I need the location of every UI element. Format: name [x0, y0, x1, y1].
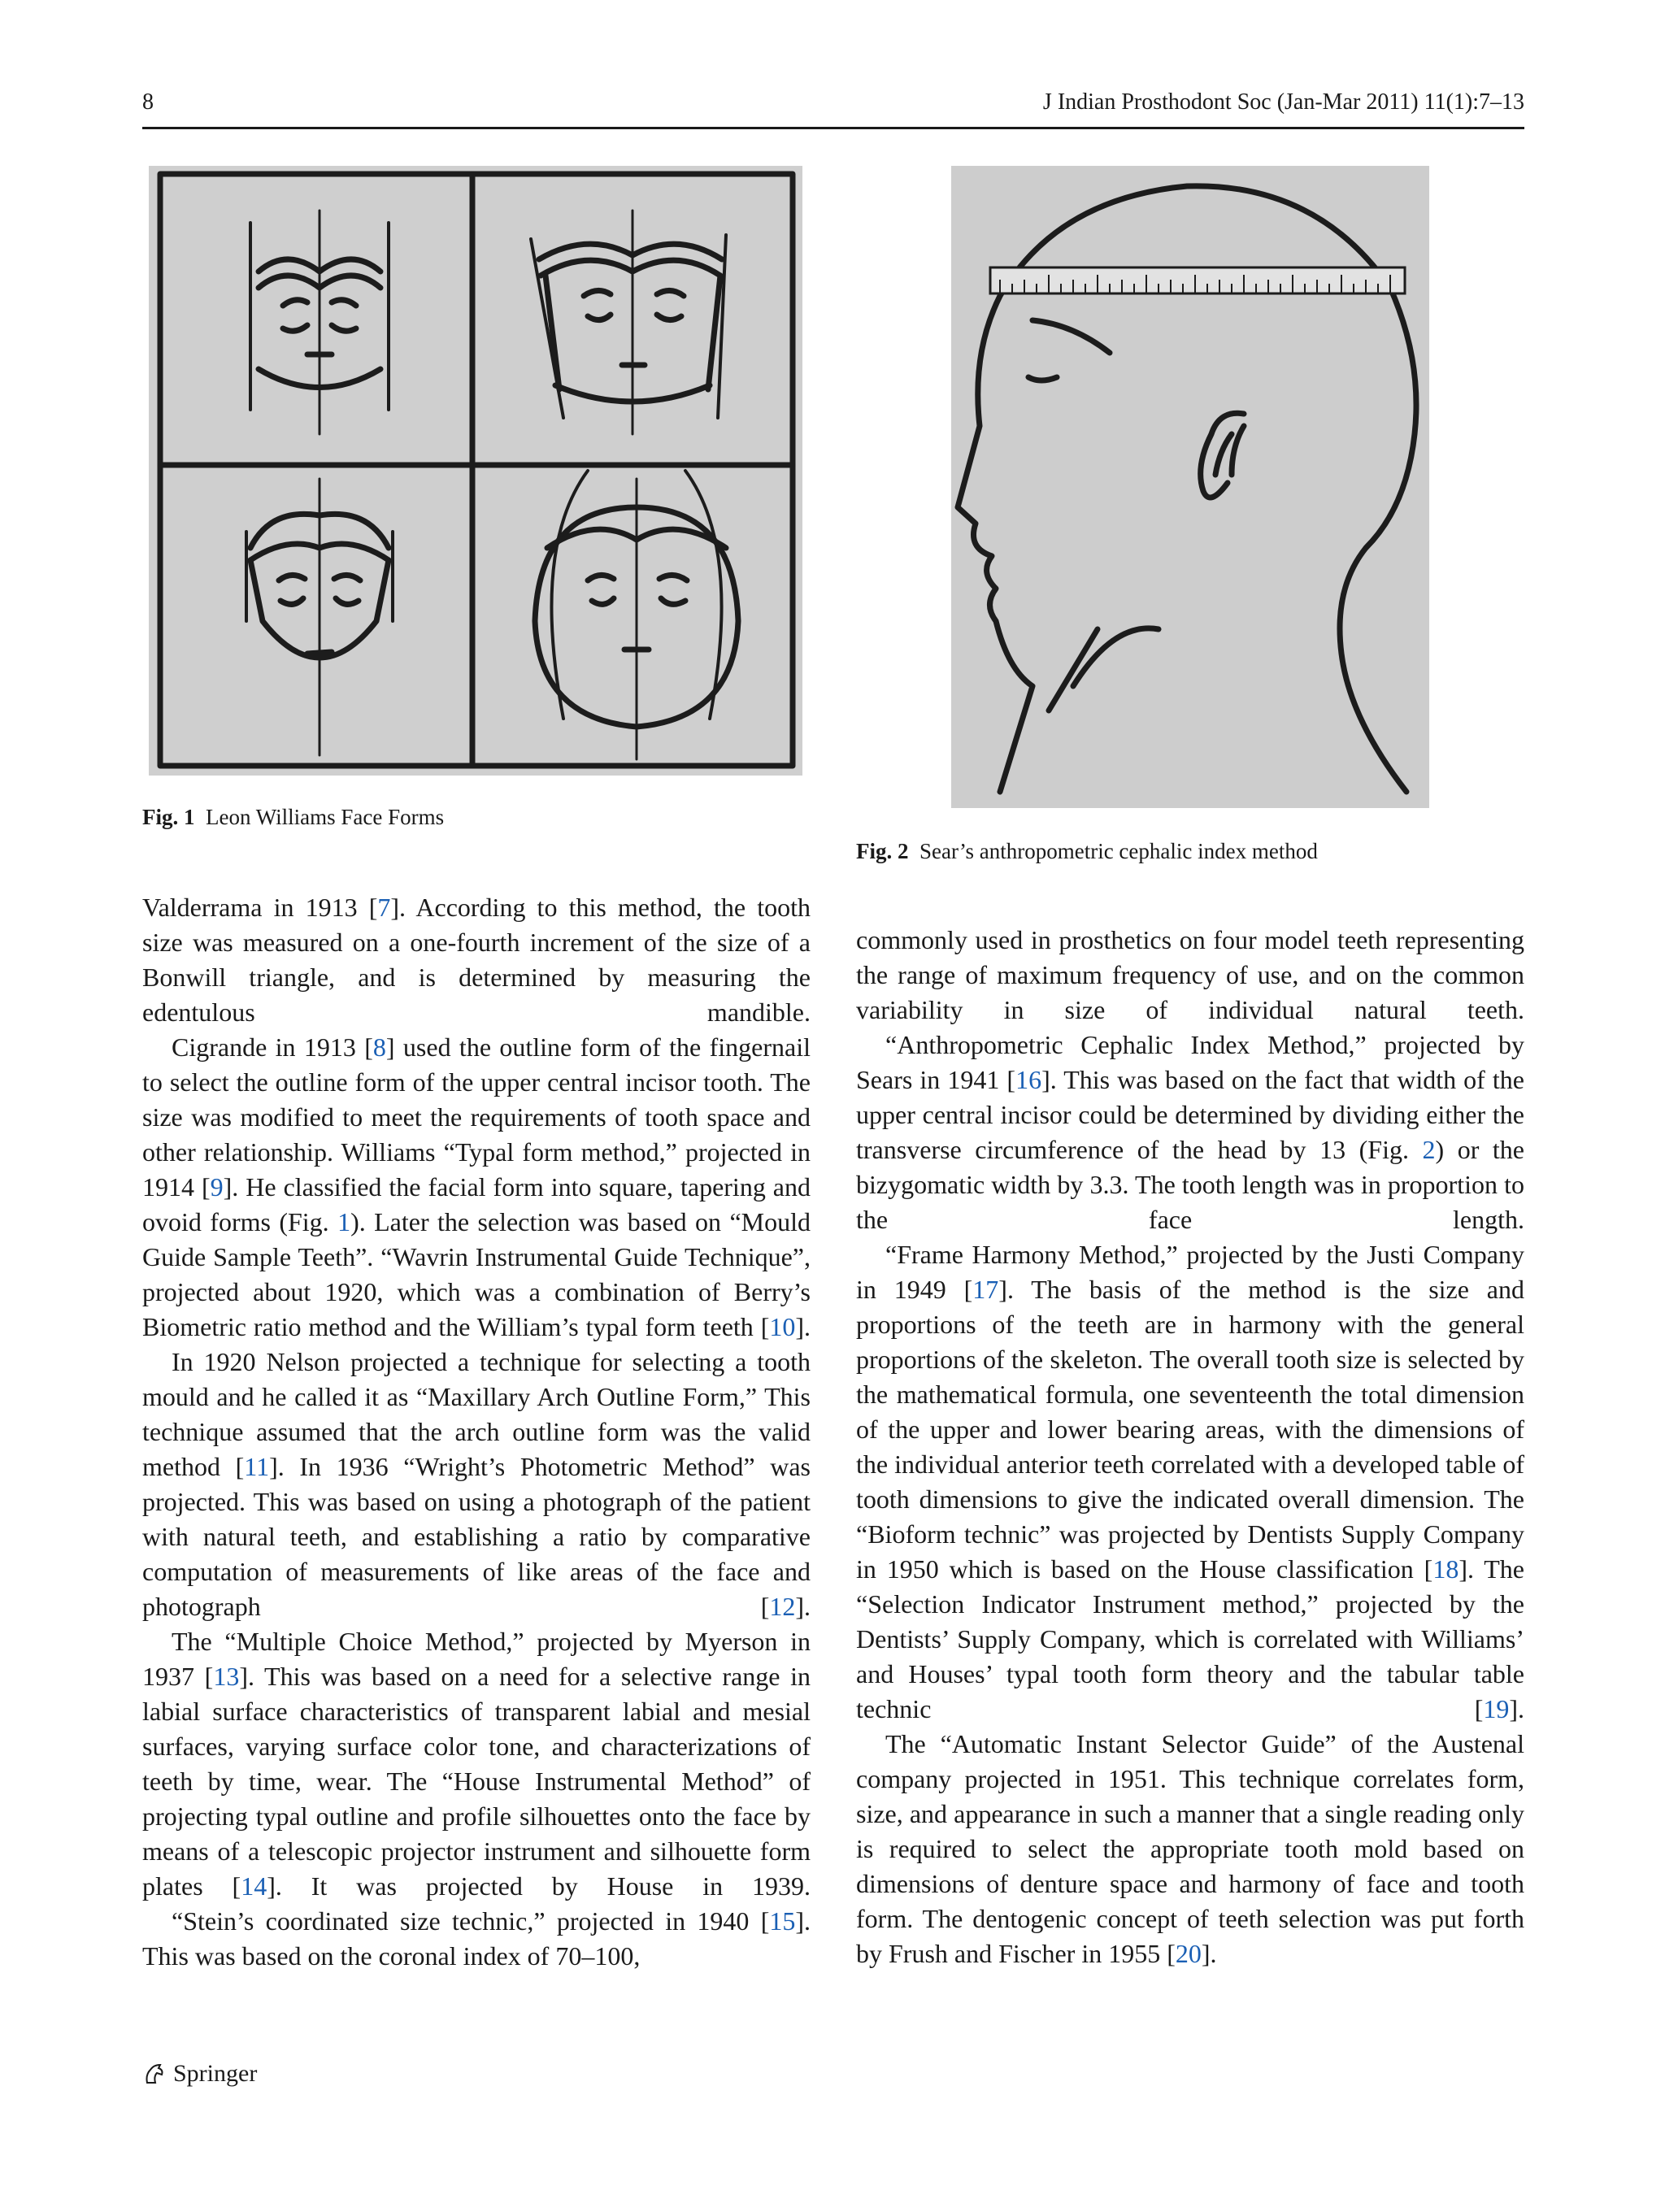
figure-1-image — [149, 166, 802, 776]
reference-link[interactable]: 9 — [210, 1172, 224, 1202]
paragraph-text: In 1920 Nelson projected a technique for selecting a tooth mould and he called it as “Maxillary Arch Outline Form,” This technique assumed that the arch outline form was the valid method [ — [142, 1347, 811, 1481]
paragraph-text: ] used the outline form of the fingernail to select the outline form of the upper central incisor tooth. The size was modified to meet the requirements of tooth space and other relationship. Williams “Typal form method,” projected in 1914 [ — [142, 1032, 811, 1202]
left-column — [142, 890, 811, 1974]
figure-2-caption-text: Sear’s anthropometric cephalic index method — [919, 839, 1318, 863]
paragraph — [856, 1727, 1524, 1971]
figure-2-caption — [856, 837, 1318, 865]
figure-2-image — [951, 166, 1429, 808]
paragraph — [856, 1237, 1524, 1727]
paragraph-text: ]. According to this method, the tooth size was measured on a one-fourth increment of the size of a Bonwill triangle, and is determined by measuring the edentulous mandible. — [142, 893, 811, 1027]
reference-link[interactable]: 19 — [1483, 1694, 1510, 1723]
figure-1-caption-text: Leon Williams Face Forms — [206, 805, 445, 829]
paragraph-text: The “Automatic Instant Selector Guide” of the Austenal company projected in 1951. This technique correlates form, size, and appearance in such a manner that a single reading only is required to select the appropriate tooth mold based on dimensions of denture space and harmony of face and tooth form. The dentogenic concept of teeth selection was put forth by Frush and Fischer in 1955 [ — [856, 1729, 1524, 1968]
paragraph — [142, 1624, 811, 1904]
running-header — [142, 89, 1524, 129]
reference-link[interactable]: 2 — [1422, 1135, 1436, 1164]
paragraph — [142, 890, 811, 1030]
paragraph-text: ]. This was based on a need for a selective range in labial surface characteristics of transparent labial and mesial surfaces, varying surface color tone, and characterizations of teeth by time, wear. The “House Instrumental Method” of projecting typal outline and profile silhouettes onto the face by means of a telescopic projector instrument and silhouette form plates [ — [142, 1662, 811, 1901]
face-forms-drawing — [149, 166, 802, 776]
paragraph-text: ]. In 1936 “Wright’s Photometric Method” was projected. This was based on using a photograph of the patient with natural teeth, and establishing a ratio by comparative computation of measurements of like areas of the face and photograph [ — [142, 1452, 811, 1621]
paragraph-text: ]. This was based on the coronal index of 70–100, — [142, 1906, 811, 1971]
paragraph — [142, 1030, 811, 1345]
paragraph-text: ]. This was based on the fact that width of the upper central incisor could be determined by dividing either the transverse circumference of the head by 13 (Fig. — [856, 1065, 1525, 1164]
reference-link[interactable]: 16 — [1015, 1065, 1042, 1094]
paragraph — [142, 1345, 811, 1624]
paragraph-text: “Frame Harmony Method,” projected by the Justi Company in 1949 [ — [856, 1240, 1524, 1304]
paragraph-text: ]. It was projected by House in 1939. — [267, 1871, 811, 1901]
paragraph-text: “Stein’s coordinated size technic,” projected in 1940 [ — [172, 1906, 770, 1936]
paragraph-text: ]. The basis of the method is the size and proportions of the teeth are in harmony with the general proportions of the skeleton. The overall tooth size is selected by the mathematical formula, one seventeenth the total dimension of the upper and lower bearing areas, with the dimensions of the individual anterior teeth correlated with a developed table of tooth dimensions to give the indicated overall dimension. The “Bioform technic” was projected by Dentists Supply Company in 1950 which is based on the House classification [ — [856, 1275, 1525, 1584]
reference-link[interactable]: 14 — [241, 1871, 267, 1901]
paragraph-text: commonly used in prosthetics on four model teeth representing the range of maximum frequency of use, and on the common variability in size of individual natural teeth. — [856, 925, 1524, 1024]
journal-citation: J Indian Prosthodont Soc (Jan-Mar 2011) 11(1):7–13 — [1042, 89, 1524, 115]
paragraph-text: ) or the bizygomatic width by 3.3. The tooth length was in proportion to the face length. — [856, 1135, 1525, 1234]
paragraph — [856, 923, 1524, 1028]
figure-1-label: Fig. 1 — [142, 805, 195, 829]
measuring-tape — [990, 267, 1405, 293]
paragraph-text: “Anthropometric Cephalic Index Method,” projected by Sears in 1941 [ — [856, 1030, 1524, 1094]
paragraph-text: ]. He classified the facial form into square, tapering and ovoid forms (Fig. — [142, 1172, 811, 1236]
head-profile-drawing — [951, 166, 1429, 808]
paragraph — [856, 1028, 1524, 1237]
paragraph-text: ]. — [795, 1592, 811, 1621]
paragraph — [142, 1904, 811, 1974]
right-column — [856, 923, 1524, 1971]
reference-link[interactable]: 8 — [372, 1032, 386, 1062]
reference-link[interactable]: 13 — [213, 1662, 240, 1691]
paragraph-text: ). Later the selection was based on “Mould Guide Sample Teeth”. “Wavrin Instrumental Guide Technique”, projected about 1920, which was a combination of Berry’s Biometric ratio method and the William’s typal form teeth [ — [142, 1207, 811, 1341]
paragraph-text: The “Multiple Choice Method,” projected by Myerson in 1937 [ — [142, 1627, 811, 1691]
page-number: 8 — [142, 89, 154, 115]
reference-link[interactable]: 18 — [1432, 1554, 1459, 1584]
paragraph-text: ]. — [1509, 1694, 1524, 1723]
paragraph-text: ]. The “Selection Indicator Instrument method,” projected by the Dentists’ Supply Company, which is correlated with Williams’ and Houses’ typal tooth form theory and the tabular table technic [ — [856, 1554, 1525, 1723]
reference-link[interactable]: 20 — [1175, 1939, 1202, 1968]
paragraph-text: ]. — [795, 1312, 811, 1341]
reference-link[interactable]: 10 — [769, 1312, 796, 1341]
reference-link[interactable]: 15 — [769, 1906, 796, 1936]
reference-link[interactable]: 11 — [244, 1452, 270, 1481]
paragraph-text: Cigrande in 1913 [ — [172, 1032, 373, 1062]
reference-link[interactable]: 7 — [377, 893, 391, 922]
paragraph-text: Valderrama in 1913 [ — [142, 893, 378, 922]
reference-link[interactable]: 17 — [972, 1275, 999, 1304]
publisher-footer — [142, 2060, 257, 2088]
figure-1-caption — [142, 803, 444, 831]
figure-2-label: Fig. 2 — [856, 839, 909, 863]
springer-horse-icon — [142, 2062, 167, 2086]
reference-link[interactable]: 1 — [337, 1207, 351, 1236]
publisher-name: Springer — [173, 2060, 258, 2087]
paragraph-text: ]. — [1201, 1939, 1217, 1968]
reference-link[interactable]: 12 — [769, 1592, 796, 1621]
